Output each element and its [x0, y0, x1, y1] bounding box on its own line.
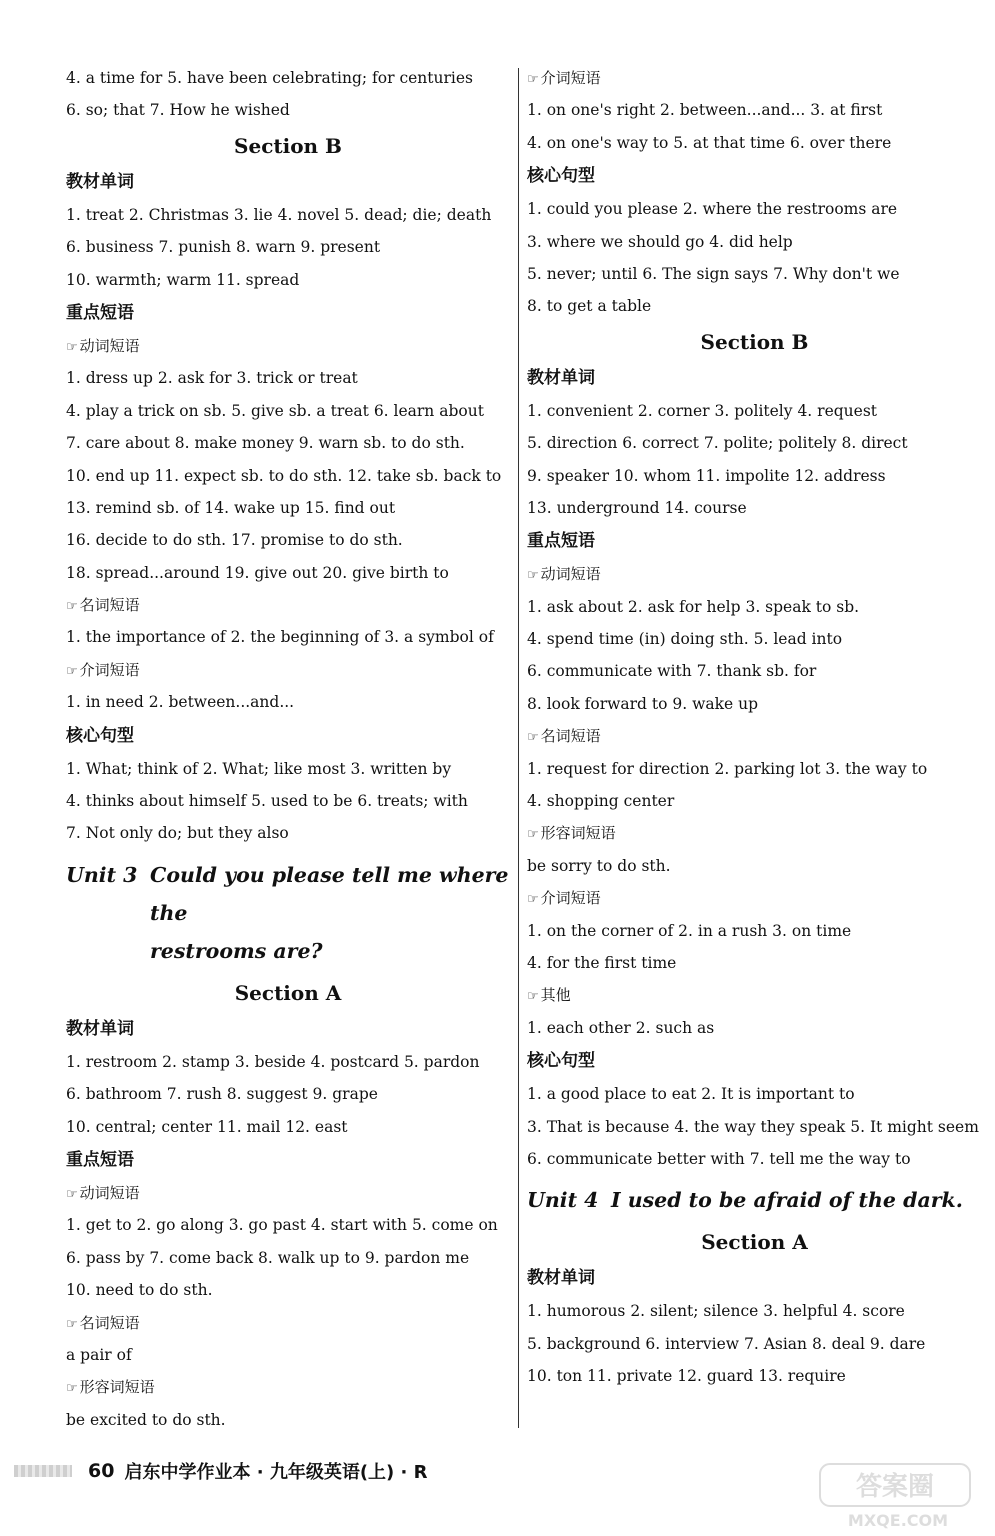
sentence-heading: 核心句型: [527, 1051, 595, 1072]
other-phrases-label: ☞ 其他: [527, 979, 982, 1011]
phrases-heading: 重点短语: [66, 302, 134, 323]
adj-phrases-label: ☞ 形容词短语: [527, 817, 982, 849]
answer-line: be sorry to do sth.: [527, 856, 671, 875]
pointing-hand-icon: ☞: [527, 730, 539, 746]
unit-3-title: [66, 856, 510, 970]
verb-phrases-label: ☞ 动词短语: [527, 558, 982, 590]
answer-line: 6. bathroom 7. rush 8. suggest 9. grape: [66, 1085, 378, 1104]
book-title: 启东中学作业本 · 九年级英语(上) · R: [124, 1462, 428, 1483]
answer-line: 1. could you please 2. where the restrooms are: [527, 200, 898, 219]
words-heading: 教材单词: [66, 1018, 134, 1039]
pointing-hand-icon: ☞: [66, 663, 78, 679]
page-footer: [14, 1454, 428, 1488]
section-b-title: Section B: [234, 133, 342, 158]
footer-decoration: [14, 1465, 72, 1477]
answer-line: 10. ton 11. private 12. guard 13. require: [527, 1367, 846, 1386]
answer-line: 10. warmth; warm 11. spread: [66, 270, 300, 289]
verb-phrases-label: ☞ 动词短语: [66, 330, 510, 362]
answer-line: 6. communicate with 7. thank sb. for: [527, 662, 817, 681]
answer-line: 4. on one's way to 5. at that time 6. over there: [527, 133, 892, 152]
answer-line: 10. need to do sth.: [66, 1281, 213, 1300]
answer-line: 3. That is because 4. the way they speak 5. It might seem: [527, 1117, 979, 1136]
answer-line: 16. decide to do sth. 17. promise to do sth.: [66, 531, 403, 550]
answer-line: 1. treat 2. Christmas 3. lie 4. novel 5. dead; die; death: [66, 205, 492, 224]
prep-phrases-label: ☞ 介词短语: [527, 882, 982, 914]
unit-title-line: Could you please tell me where the: [150, 862, 509, 925]
answer-line: 5. never; until 6. The sign says 7. Why don't we: [527, 264, 900, 283]
pointing-hand-icon: ☞: [527, 827, 539, 843]
answer-line: 10. central; center 11. mail 12. east: [66, 1117, 348, 1136]
answer-line: 6. business 7. punish 8. warn 9. present: [66, 238, 381, 257]
words-heading: 教材单词: [527, 1268, 595, 1289]
answer-line: 1. humorous 2. silent; silence 3. helpful 4. score: [527, 1302, 905, 1321]
pointing-hand-icon: ☞: [66, 339, 78, 355]
verb-phrases-label: ☞ 动词短语: [66, 1177, 510, 1209]
section-a-title: Section A: [701, 1230, 808, 1255]
answer-line: 1. in need 2. between...and...: [66, 693, 295, 712]
unit-number: Unit 4: [527, 1188, 599, 1213]
answer-line: 9. speaker 10. whom 11. impolite 12. address: [527, 466, 886, 485]
answer-line: 1. ask about 2. ask for help 3. speak to sb.: [527, 597, 860, 616]
answer-line: 6. pass by 7. come back 8. walk up to 9. pardon me: [66, 1248, 470, 1267]
answer-line: 3. where we should go 4. did help: [527, 232, 793, 251]
answer-line: a pair of: [66, 1345, 132, 1364]
left-column: [66, 62, 510, 1436]
words-heading: 教材单词: [527, 367, 595, 388]
unit-4-title: [527, 1181, 982, 1219]
page-number: 60: [88, 1460, 115, 1482]
pointing-hand-icon: ☞: [527, 892, 539, 908]
answer-line: 5. direction 6. correct 7. polite; politely 8. direct: [527, 434, 908, 453]
answer-line: 10. end up 11. expect sb. to do sth. 12. take sb. back to: [66, 466, 502, 485]
answer-line: 4. thinks about himself 5. used to be 6. treats; with: [66, 792, 468, 811]
answer-line: 1. on the corner of 2. in a rush 3. on time: [527, 921, 852, 940]
prep-phrases-label: ☞ 介词短语: [527, 62, 982, 94]
pointing-hand-icon: ☞: [66, 599, 78, 615]
answer-line: 1. each other 2. such as: [527, 1018, 715, 1037]
answer-line: 6. communicate better with 7. tell me the way to: [527, 1149, 911, 1168]
answer-line: 1. on one's right 2. between...and... 3. at first: [527, 101, 883, 120]
answer-line: 1. What; think of 2. What; like most 3. written by: [66, 759, 452, 778]
answer-line: 4. a time for 5. have been celebrating; for centuries: [66, 69, 473, 87]
right-column: [527, 62, 982, 1393]
unit-title-line: restrooms are?: [150, 938, 323, 963]
answer-line: 13. underground 14. course: [527, 498, 747, 517]
answer-line: 1. dress up 2. ask for 3. trick or treat: [66, 369, 358, 388]
answer-line: 7. care about 8. make money 9. warn sb. to do sth.: [66, 434, 465, 453]
answer-line: 5. background 6. interview 7. Asian 8. deal 9. dare: [527, 1334, 926, 1353]
noun-phrases-label: ☞ 名词短语: [527, 720, 982, 752]
answer-line: 7. Not only do; but they also: [66, 824, 289, 843]
pointing-hand-icon: ☞: [66, 1186, 78, 1202]
pointing-hand-icon: ☞: [527, 989, 539, 1005]
answer-line: 4. for the first time: [527, 953, 677, 972]
watermark-logo: [818, 1462, 978, 1532]
adj-phrases-label: ☞ 形容词短语: [66, 1371, 510, 1403]
answer-line: 8. look forward to 9. wake up: [527, 694, 759, 713]
unit-number: Unit 3: [66, 862, 138, 887]
answer-line: be excited to do sth.: [66, 1410, 226, 1429]
answer-line: 1. request for direction 2. parking lot 3. the way to: [527, 759, 928, 778]
answer-line: 1. restroom 2. stamp 3. beside 4. postcard 5. pardon: [66, 1052, 480, 1071]
column-divider: [518, 68, 519, 1428]
answer-line: 4. shopping center: [527, 792, 675, 811]
answer-line: 18. spread...around 19. give out 20. give birth to: [66, 563, 449, 582]
sentence-heading: 核心句型: [527, 166, 595, 187]
section-a-title: Section A: [234, 980, 342, 1005]
answer-line: 8. to get a table: [527, 297, 652, 316]
pointing-hand-icon: ☞: [527, 568, 539, 584]
answer-line: 1. get to 2. go along 3. go past 4. start with 5. come on: [66, 1216, 498, 1235]
phrases-heading: 重点短语: [66, 1149, 134, 1170]
answer-line: 1. convenient 2. corner 3. politely 4. request: [527, 401, 878, 420]
section-b-title: Section B: [700, 329, 809, 354]
answer-line: 4. play a trick on sb. 5. give sb. a treat 6. learn about: [66, 401, 484, 420]
pointing-hand-icon: ☞: [66, 1316, 78, 1332]
answer-line: 4. spend time (in) doing sth. 5. lead into: [527, 630, 843, 649]
prep-phrases-label: ☞ 介词短语: [66, 654, 510, 686]
words-heading: 教材单词: [66, 171, 134, 192]
answer-line: 13. remind sb. of 14. wake up 15. find out: [66, 498, 396, 517]
unit-title-line: I used to be afraid of the dark.: [611, 1188, 963, 1213]
phrases-heading: 重点短语: [527, 531, 595, 552]
sentence-heading: 核心句型: [66, 725, 134, 746]
answer-line: 1. a good place to eat 2. It is important to: [527, 1085, 855, 1104]
svg-text:MXQE.COM: MXQE.COM: [847, 1511, 949, 1530]
noun-phrases-label: ☞ 名词短语: [66, 589, 510, 621]
answer-line: 1. the importance of 2. the beginning of 3. a symbol of: [66, 628, 494, 647]
noun-phrases-label: ☞ 名词短语: [66, 1307, 510, 1339]
pointing-hand-icon: ☞: [66, 1381, 78, 1397]
pointing-hand-icon: ☞: [527, 72, 539, 87]
svg-text:答案圈: 答案圈: [855, 1472, 935, 1502]
answer-line: 6. so; that 7. How he wished: [66, 101, 290, 120]
